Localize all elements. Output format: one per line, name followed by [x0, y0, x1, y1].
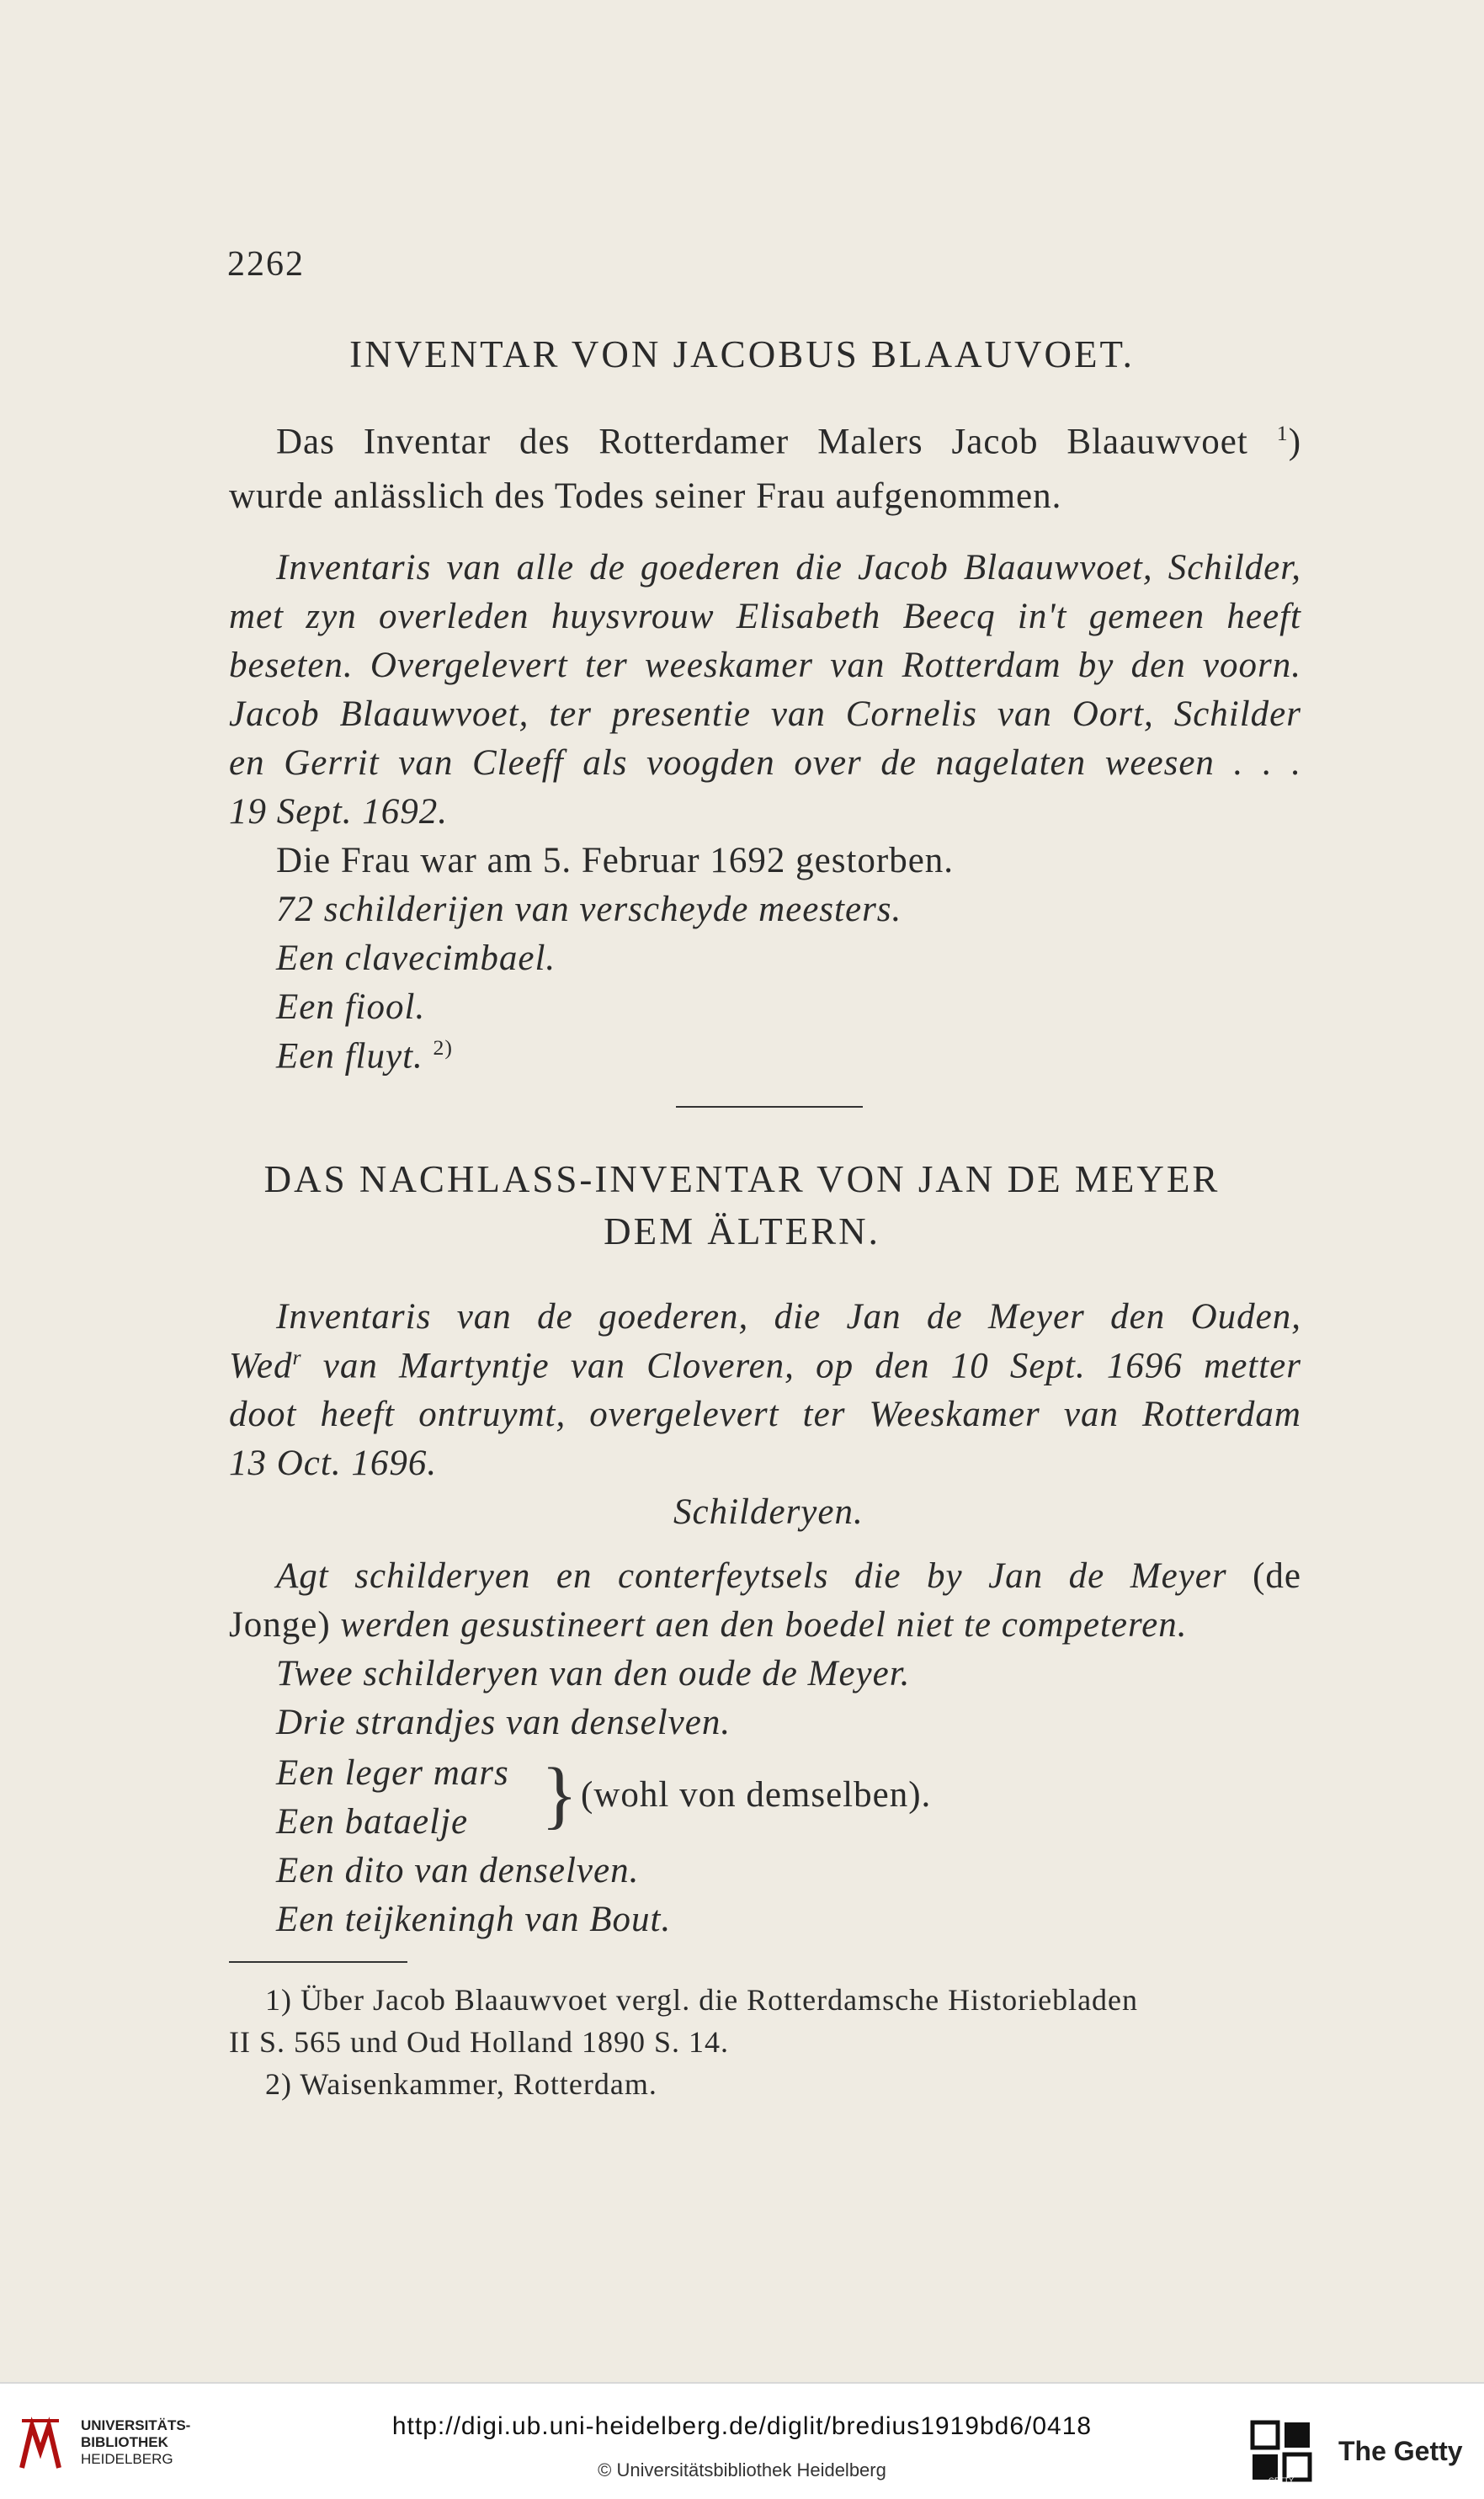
page-number: 2262 — [227, 245, 305, 284]
source-url-link[interactable]: http://digi.ub.uni-heidelberg.de/diglit/bredius1919bd6/0418 — [391, 2412, 1093, 2440]
footnote-ref-paren: ) — [1288, 422, 1302, 462]
section2-braced-item-1: Een leger mars — [276, 1753, 509, 1793]
footnote-ref-2: 2) — [433, 1035, 454, 1060]
section1-death-note: Die Frau war am 5. Februar 1692 gestorben. — [276, 841, 955, 880]
footer-bar — [0, 2382, 1484, 2499]
copyright-text: © Universitätsbibliothek Heidelberg — [598, 2459, 886, 2480]
section2-item-2: Twee schilderyen van den oude de Meyer. — [276, 1654, 911, 1693]
section2-inventory-line1: Inventaris van de goederen, die Jan de Meyer den Ouden, — [276, 1297, 1301, 1337]
section2-item1-line1: Agt schilderyen en conterfeytsels die by Jan de Meyer (de — [276, 1556, 1302, 1596]
section2-braced-item-2: Een bataelje — [276, 1802, 469, 1842]
section1-inventory-line6: 19 Sept. 1692. — [229, 792, 449, 832]
partner-name: The Getty — [1338, 2436, 1463, 2466]
section2-title-line2: DEM ÄLTERN. — [604, 1210, 880, 1252]
section1-intro-line1: Das Inventar des Rotterdamer Malers Jacob Blaauwvoet $^1$) — [276, 421, 1302, 462]
footnote-2: 2) Waisenkammer, Rotterdam. — [265, 2067, 657, 2101]
section2-item1-line2: Jonge) werden gesustineert aen den boedel niet te competeren. — [229, 1605, 1188, 1645]
section-divider — [676, 1106, 863, 1108]
section1-inventory-line5: en Gerrit van Cleeff als voogden over de nagelaten weesen . . . — [229, 743, 1301, 783]
section1-title: INVENTAR VON JACOBUS BLAAUVOET. — [349, 333, 1135, 375]
footnote-rule — [229, 1961, 407, 1963]
footnote-ref-1: 1 — [1276, 421, 1289, 445]
footnote-1-line1: 1) Über Jacob Blaauwvoet vergl. die Rotterdamsche Historiebladen — [265, 1983, 1139, 2017]
section1-item-4: Een fluyt. $^{2)}$ — [276, 1035, 454, 1077]
section1-inventory-line2: met zyn overleden huysvrouw Elisabeth Beecq in't gemeen heeft — [229, 597, 1301, 636]
footnote-1-line2: II S. 565 und Oud Holland 1890 S. 14. — [229, 2025, 729, 2059]
section1-inventory-line4: Jacob Blaauwvoet, ter presentie van Cornelis van Oort, Schilder — [229, 694, 1301, 734]
section1-inventory-line1: Inventaris van alle de goederen die Jacob Blaauwvoet, Schilder, — [276, 548, 1301, 588]
section2-inventory-line4: 13 Oct. 1696. — [229, 1444, 438, 1483]
section1-item-2: Een clavecimbael. — [276, 938, 556, 978]
section1-item-1: 72 schilderijen van verscheyde meesters. — [276, 890, 902, 929]
section2-subheading: Schilderyen. — [673, 1492, 864, 1532]
section2-inventory-line3: doot heeft ontruymt, overgelevert ter Weeskamer van Rotterdam — [229, 1395, 1301, 1434]
section2-title-line1: DAS NACHLASS-INVENTAR VON JAN DE MEYER — [263, 1158, 1221, 1200]
section2-inventory-line2: Wed$^r$ van Martyntje van Cloveren, op den 10 Sept. 1696 metter — [229, 1345, 1302, 1386]
getty-logo-icon — [1247, 2417, 1315, 2485]
section1-inventory-line3: beseten. Overgelevert ter weeskamer van Rotterdam by den voorn. — [229, 646, 1301, 685]
section1-item-3: Een fiool. — [276, 987, 426, 1027]
section2-item-5: Een teijkeningh van Bout. — [276, 1900, 672, 1939]
section2-item-3: Drie strandjes van denselven. — [276, 1703, 731, 1742]
section2-braced-note: (wohl von demselben). — [581, 1775, 932, 1815]
section1-intro-line2: wurde anlässlich des Todes seiner Frau aufgenommen. — [229, 476, 1062, 516]
section2-item-4: Een dito van denselven. — [276, 1851, 640, 1890]
library-name: UNIVERSITÄTS- BIBLIOTHEK HEIDELBERG — [81, 2417, 191, 2467]
brace-symbol: } — [541, 1753, 578, 1837]
svg-text:GETTY: GETTY — [1268, 2476, 1295, 2485]
